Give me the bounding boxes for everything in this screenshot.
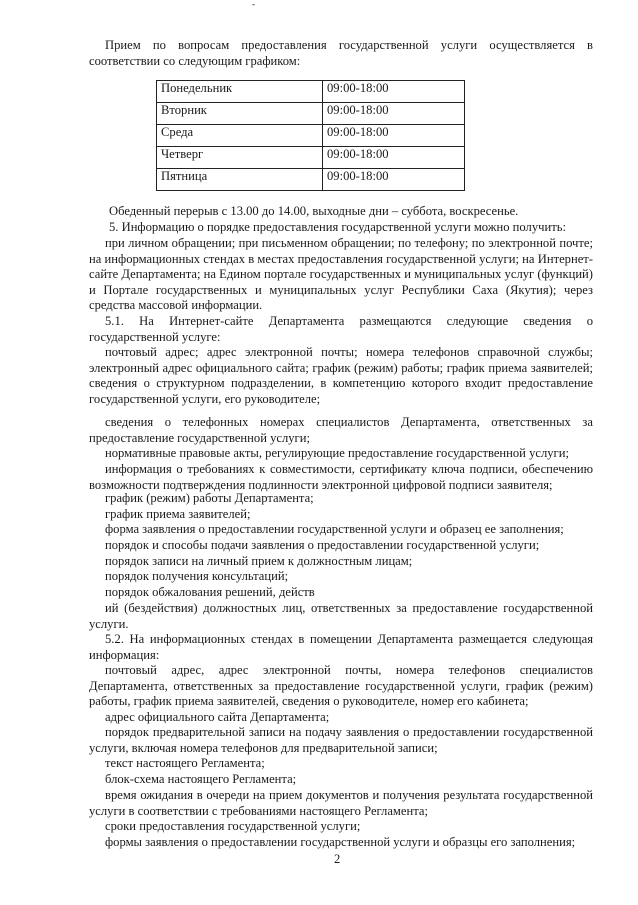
section-5-2-title: 5.2. На информационных стендах в помещении Департамента размещается следующая информация: — [89, 632, 593, 662]
schedule-row — [157, 169, 465, 191]
schedule-time: 09:00-18:00 — [323, 147, 465, 169]
schedule-row — [157, 147, 465, 169]
list-item: сведения о телефонных номерах специалистов Департамента, ответственных за предоставление государственной услуги; — [89, 415, 593, 445]
list-item: адрес официального сайта Департамента; — [105, 710, 330, 724]
section-5-1-title: 5.1. На Интернет-сайте Департамента размещаются следующие сведения о государственной услуге: — [89, 314, 593, 344]
list-item: порядок получения консультаций; — [105, 569, 289, 583]
list-item: информация о требованиях к совместимости, сертификату ключа подписи, обеспечению возможности подтверждения подлинности электронной цифровой подписи заявителя; — [89, 462, 593, 492]
schedule-row — [157, 125, 465, 147]
list-item: почтовый адрес; адрес электронной почты; номера телефонов справочной службы; электронный адрес официального сайта; график (режим) работы; график приема заявителей; сведения о структурном подразделении, в компетенцию которого входит предоставление государственной услуги, его руководителе; — [89, 345, 593, 406]
list-item: график приема заявителей; — [105, 507, 251, 521]
schedule-row — [157, 81, 465, 103]
intro-paragraph: Прием по вопросам предоставления государственной услуги осуществляется в соответствии со следующим графиком: — [89, 38, 593, 68]
list-item: график (режим) работы Департамента; — [105, 491, 314, 505]
list-item: формы заявления о предоставлении государственной услуги и образцы его заполнения; — [105, 835, 576, 849]
schedule-row — [157, 103, 465, 125]
schedule-time: 09:00-18:00 — [323, 125, 465, 147]
list-item: текст настоящего Регламента; — [105, 756, 265, 770]
schedule-day: Четверг — [157, 147, 323, 169]
list-item: ий (бездействия) должностных лиц, ответственных за предоставление государственной услуги. — [89, 601, 593, 631]
list-item: время ожидания в очереди на прием документов и получения результата государственной услуги в соответствии с требованиями настоящего Регламента; — [89, 788, 593, 818]
section-5-text: при личном обращении; при письменном обращении; по телефону; по электронной почте; на информационных стендах в местах предоставления государственной услуги; на Интернет-сайте Департамента; на Едином портале государственных и муниципальных услуг (функций) и Портале государственных и муниципальных услуг Республики Саха (Якутия); через средства массовой информации. — [89, 236, 593, 313]
section-5-title: 5. Информацию о порядке предоставления государственной услуги можно получить: — [109, 220, 566, 234]
list-item: почтовый адрес, адрес электронной почты, номера телефонов специалистов Департамента, ответственных за предоставление государственной услуги, график (режим) работы, график приема заявителей, сведения о руководителе, номер его кабинета; — [89, 663, 593, 709]
schedule-day: Среда — [157, 125, 323, 147]
page-number: 2 — [334, 852, 341, 866]
list-item: порядок обжалования решений, действ — [105, 585, 315, 599]
list-item: порядок записи на личный прием к должностным лицам; — [105, 554, 413, 568]
list-item: порядок предварительной записи на подачу заявления о предоставлении государственной услуги, включая номера телефонов для предварительной записи; — [89, 725, 593, 755]
list-item: блок-схема настоящего Регламента; — [105, 772, 297, 786]
list-item: порядок и способы подачи заявления о предоставлении государственной услуги; — [105, 538, 540, 552]
schedule-day: Пятница — [157, 169, 323, 191]
schedule-time: 09:00-18:00 — [323, 103, 465, 125]
list-item: нормативные правовые акты, регулирующие предоставление государственной услуги; — [105, 446, 569, 460]
schedule-time: 09:00-18:00 — [323, 81, 465, 103]
schedule-table — [156, 80, 465, 191]
schedule-day: Понедельник — [157, 81, 323, 103]
schedule-time: 09:00-18:00 — [323, 169, 465, 191]
scan-mark: - — [252, 0, 255, 9]
list-item: сроки предоставления государственной услуги; — [105, 819, 361, 833]
list-item: форма заявления о предоставлении государственной услуги и образец ее заполнения; — [105, 522, 564, 536]
schedule-day: Вторник — [157, 103, 323, 125]
lunch-break: Обеденный перерыв с 13.00 до 14.00, выходные дни – суббота, воскресенье. — [109, 204, 519, 218]
